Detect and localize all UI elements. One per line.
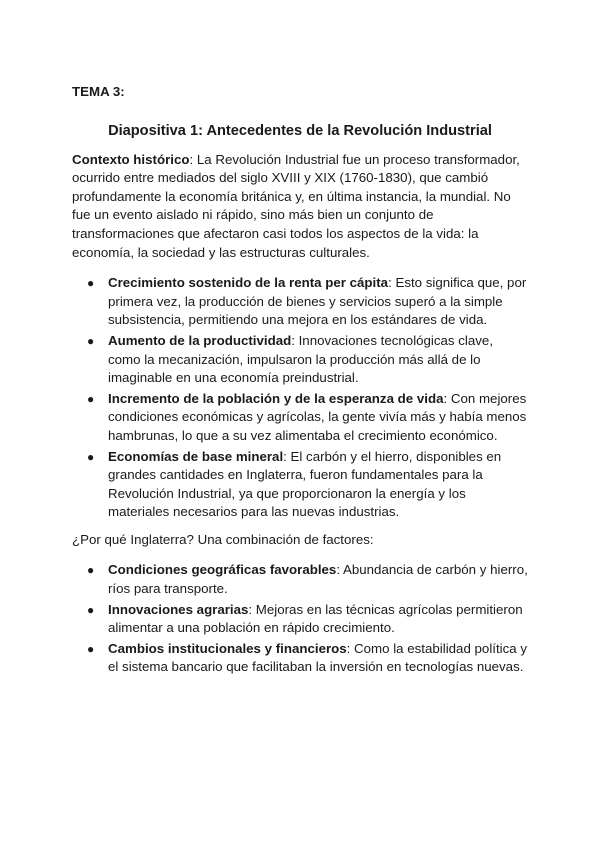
antecedents-list xyxy=(72,274,528,522)
list-item-label: Crecimiento sostenido de la renta per cápita xyxy=(108,275,389,291)
bullet-icon: ● xyxy=(87,276,95,291)
list-item-label: Condiciones geográficas favorables xyxy=(108,562,337,578)
bullet-icon: ● xyxy=(87,391,95,406)
list-item-label: Aumento de la productividad xyxy=(108,332,292,348)
list-item xyxy=(72,601,528,638)
list-item-text: : El carbón y el hierro, disponibles en grandes cantidades en Inglaterra, fueron fundamentales para la Revolución Industrial, ya que proporcionaron la energía y los materiales necesarios para las nuevas industrias. xyxy=(108,448,502,520)
list-item xyxy=(72,561,528,598)
context-label: Contexto histórico xyxy=(72,151,190,167)
bullet-icon: ● xyxy=(87,449,95,464)
list-item xyxy=(72,640,528,677)
bullet-icon: ● xyxy=(87,602,95,617)
bullet-icon: ● xyxy=(87,333,95,348)
context-text: : La Revolución Industrial fue un proceso transformador, ocurrido entre mediados del siglo XVIII y XIX (1760-1830), que cambió profundamente la economía británica y, en última instancia, la mundial. No fue un evento aislado ni rápido, sino más bien un conjunto de transformaciones que afectaron casi todos los aspectos de la vida: la economía, la sociedad y las estructuras culturales. xyxy=(72,151,520,260)
factors-list xyxy=(72,561,528,677)
list-item xyxy=(72,448,528,522)
list-item-label: Economías de base mineral xyxy=(108,448,284,464)
context-paragraph xyxy=(72,151,528,263)
list-item-text: : Mejoras en las técnicas agrícolas permitieron alimentar a una población en rápido crecimiento. xyxy=(108,601,523,636)
topic-heading: TEMA 3: xyxy=(72,84,125,99)
list-item-text: : Abundancia de carbón y hierro, ríos para transporte. xyxy=(108,562,528,597)
bullet-icon: ● xyxy=(87,641,95,656)
list-item xyxy=(72,332,528,388)
list-item-label: Innovaciones agrarias xyxy=(108,601,249,617)
slide-title: Diapositiva 1: Antecedentes de la Revolución Industrial xyxy=(108,122,492,139)
question-paragraph: ¿Por qué Inglaterra? Una combinación de factores: xyxy=(72,531,374,547)
list-item-text: : Con mejores condiciones económicas y agrícolas, la gente vivía más y había menos hambrunas, lo que a su vez alimentaba el crecimiento económico. xyxy=(108,390,527,443)
list-item-label: Cambios institucionales y financieros xyxy=(108,640,347,656)
list-item-text: : Como la estabilidad política y el sistema bancario que facilitaban la inversión en tecnologías nuevas. xyxy=(108,640,528,675)
list-item xyxy=(72,390,528,446)
list-item-text: : Innovaciones tecnológicas clave, como la mecanización, impulsaron la producción más allá de lo imaginable en una economía preindustrial. xyxy=(108,332,494,386)
document-page xyxy=(72,83,528,679)
list-item xyxy=(72,274,528,330)
list-item-label: Incremento de la población y de la esperanza de vida xyxy=(108,390,444,406)
list-item-text: : Esto significa que, por primera vez, la producción de bienes y servicios superó a la simple subsistencia, permitiendo una mejora en los estándares de vida. xyxy=(108,275,527,328)
bullet-icon: ● xyxy=(87,563,95,578)
